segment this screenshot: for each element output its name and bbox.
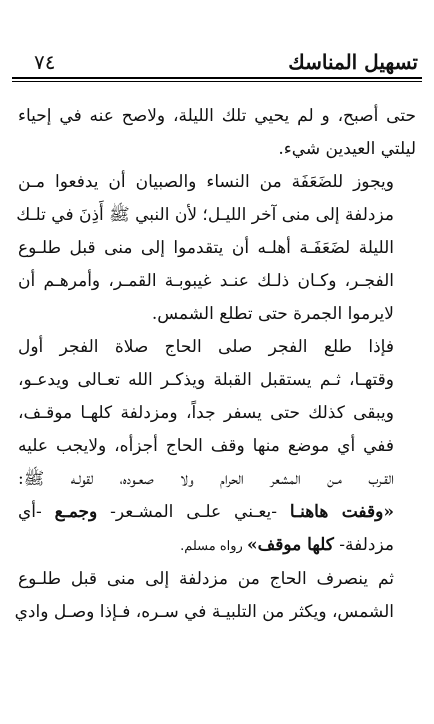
text-line: ويبقى كذلك حتى يسفر جداً، ومزدلفة كلهـا موقـف، (18, 403, 394, 423)
hadith-line (18, 496, 416, 529)
text-line: وقتهـا، ثـم يستقبل القبلة ويذكـر الله تعـالى ويدعـو، (18, 370, 394, 390)
hadith-aside: -يعـني علـى المشـعر- (97, 502, 290, 522)
paragraph-2 (18, 166, 416, 331)
hadith-quote-open: «وقفت هاهنـا (289, 502, 394, 522)
text-line: الشمس، ويكثر من التلبيـة في سـره، فـإذا وصـل وادي (14, 602, 394, 622)
paragraph-3 (18, 331, 416, 563)
hadith-line (18, 529, 416, 563)
text-line: حتى أصبح، و لم يحيي تلك الليلة، ولاصح عنه في إحياء (18, 106, 416, 126)
page-header (0, 0, 434, 80)
page-number: ٧٤ (34, 50, 56, 74)
text-line: ثم ينصرف الحاج من مزدلفة إلى منى قبل طلـوع (18, 569, 394, 589)
hadith-quote-close: كلها موقف» (246, 535, 334, 555)
page-body (14, 100, 416, 629)
text-line: مزدلفة إلى منى آخر الليـل؛ لأن النبي ﷺ أَذِنَ في تلـك (16, 205, 394, 225)
hadith-aside: مزدلفة- (333, 535, 394, 555)
hadith-source: رواه مسلم. (180, 539, 247, 554)
text-line: الليلة لضَعَفَـة أهلـه أن يتقدموا إلى منى قبل طلـوع (18, 238, 394, 258)
text-line: ليلتي العيدين شيء. (278, 139, 416, 159)
running-title: تسهيل المناسك (288, 50, 418, 74)
text-line: الفجـر، وكـان ذلـك عنـد غيبوبـة القمـر، وأمرهـم أن (18, 271, 394, 291)
text-line: ويجوز للضَعَفَة من النساء والصبيان أن يدفعوا مـن (18, 172, 394, 192)
header-rule (12, 77, 422, 82)
paragraph-4 (14, 563, 416, 629)
paragraph-1 (18, 100, 416, 166)
text-line: فإذا طلع الفجر صلى الحاج صلاة الفجر أول (18, 337, 394, 357)
text-line: ففي أي موضع منها وقف الحاج أجزأه، ولايجب عليه (18, 436, 394, 456)
hadith-aside: -أي (18, 502, 55, 522)
text-line: القـرب مـن المشعر الحرام ولا صعـوده، لقولـه ﷺ: (18, 469, 394, 489)
hadith-quote-middle: وجمـع (54, 502, 98, 522)
text-line: لايرموا الجمرة حتى تطلع الشمس. (151, 304, 394, 324)
